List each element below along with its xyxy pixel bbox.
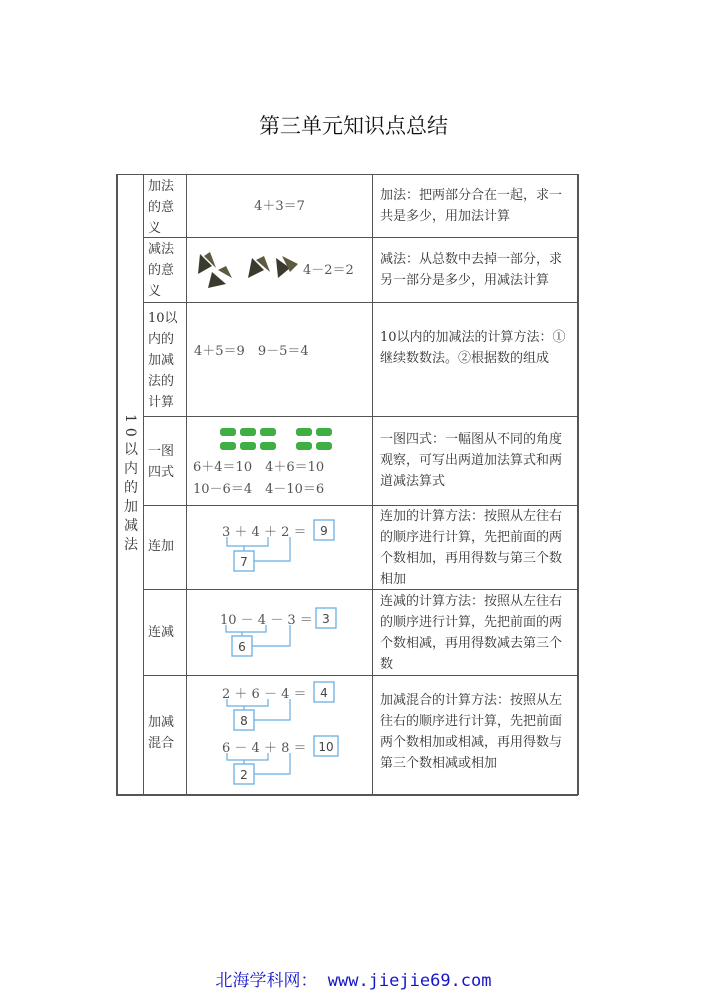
section-label: 10以内的加减法: [122, 413, 138, 556]
example-one-picture-2: 10－6＝4 4－10＝6: [193, 482, 325, 497]
desc-calc: 10以内的加减法的计算方法：①继续数数法。②根据数的组成: [380, 330, 566, 366]
topic-subtraction: 减法的意义: [148, 242, 175, 299]
topic-continuous-add: 连加: [148, 539, 175, 554]
example-addition: 4＋3＝7: [254, 199, 305, 214]
step-mixed-1: 8: [240, 714, 248, 728]
topic-continuous-sub: 连减: [148, 625, 175, 640]
answer-continuous-add: 9: [320, 524, 328, 538]
car-icon: [220, 428, 332, 450]
example-calc: 4＋5＝9 9－5＝4: [194, 344, 309, 359]
diagram-mixed-2: [220, 734, 344, 788]
answer-continuous-sub: 3: [322, 612, 330, 626]
desc-subtraction: 减法：从总数中去掉一部分，求另一部分是多少，用减法计算: [380, 252, 563, 288]
answer-mixed-1: 4: [320, 686, 328, 700]
answer-mixed-2: 10: [318, 740, 334, 754]
topic-calc: 10以内的加减法的计算: [148, 311, 178, 410]
example-one-picture-1: 6＋4＝10 4＋6＝10: [193, 460, 325, 475]
footer-link[interactable]: 北海学科网： www.jiejie69.com: [215, 971, 492, 991]
page-title: 第三单元知识点总结: [259, 114, 448, 138]
desc-continuous-sub: 连减的计算方法：按照从左往右的顺序进行计算，先把前面的两个数相减，再用得数减去第三个数: [380, 594, 563, 672]
diagram-continuous-add: [220, 518, 340, 576]
step-mixed-2: 2: [240, 768, 248, 782]
diagram-mixed-1: [220, 680, 340, 734]
desc-one-picture: 一图四式：一幅图从不同的角度观察，可写出两道加法算式和两道减法算式: [380, 432, 563, 489]
topic-addition: 加法的意义: [148, 179, 175, 236]
topic-one-picture: 一图四式: [148, 444, 175, 480]
desc-mixed: 加减混合的计算方法：按照从左往右的顺序进行计算，先把前面两个数相加或相减，再用得数与第三个数相减或相加: [380, 693, 563, 771]
desc-addition: 加法：把两部分合在一起，求一共是多少，用加法计算: [380, 188, 563, 224]
desc-continuous-add: 连加的计算方法：按照从左往右的顺序进行计算，先把前面的两个数相加，再用得数与第三个数相加: [380, 509, 563, 587]
diagram-continuous-sub: [218, 606, 342, 660]
topic-mixed: 加减混合: [148, 715, 175, 751]
formula-continuous-sub: 10 － 4 － 3 ＝: [220, 613, 313, 628]
formula-continuous-add: 3 ＋ 4 ＋ 2 ＝: [222, 525, 307, 540]
butterfly-icon: [198, 252, 298, 288]
step-continuous-sub: 6: [238, 640, 246, 654]
formula-mixed-1: 2 ＋ 6 － 4 ＝: [222, 687, 307, 702]
step-continuous-add: 7: [240, 555, 248, 569]
example-subtraction: 4－2＝2: [303, 263, 354, 278]
butterfly-icons: [190, 248, 302, 294]
car-icons: [218, 422, 338, 454]
formula-mixed-2: 6 － 4 ＋ 8 ＝: [222, 741, 307, 756]
